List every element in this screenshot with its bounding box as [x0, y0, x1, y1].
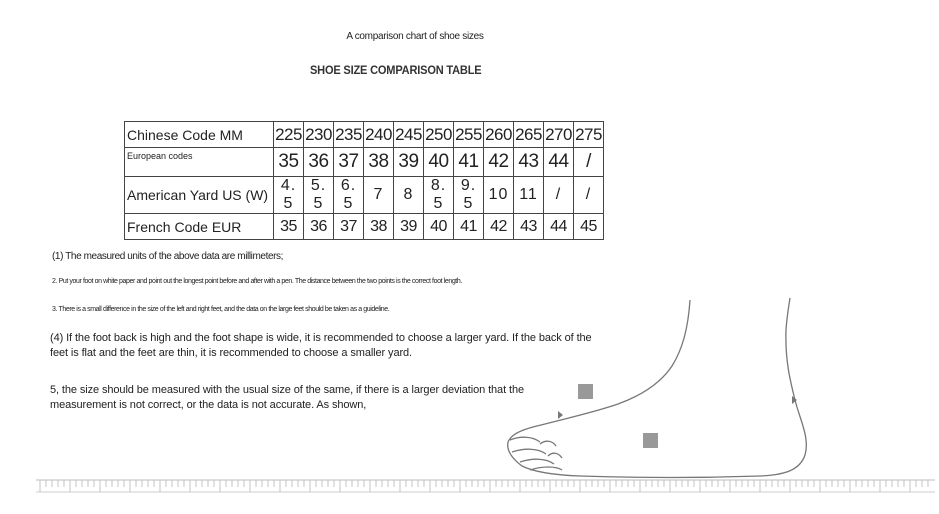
table-cell: 38 — [364, 214, 394, 240]
row-label: French Code EUR — [125, 214, 274, 240]
table-cell: 37 — [334, 148, 364, 177]
table-cell: / — [574, 148, 604, 177]
foot-outline-icon — [508, 298, 807, 478]
table-cell: 41 — [454, 214, 484, 240]
row-label: American Yard US (W) — [125, 177, 274, 214]
marker-square — [578, 384, 593, 399]
table-cell: 225 — [274, 122, 304, 148]
table-cell: 37 — [334, 214, 364, 240]
table-cell: 270 — [544, 122, 574, 148]
table-cell: 230 — [304, 122, 334, 148]
table-cell: 240 — [364, 122, 394, 148]
table-cell: 42 — [484, 214, 514, 240]
note-1: (1) The measured units of the above data are millimeters; — [52, 251, 284, 262]
table-cell: 9. 5 — [454, 177, 484, 214]
table-cell: 10 — [484, 177, 514, 214]
table-cell: / — [574, 177, 604, 214]
note-4: (4) If the foot back is high and the foot shape is wide, it is recommended to choose a larger yard. If the back of the feet is flat and the feet are thin, it is recommended to choose a smaller yard. — [50, 332, 592, 359]
table-cell: 255 — [454, 122, 484, 148]
note-5: 5, the size should be measured with the usual size of the same, if there is a larger deviation that the measurement is not correct, or the data is not accurate. As shown, — [50, 384, 524, 411]
table-cell: 260 — [484, 122, 514, 148]
table-cell: 275 — [574, 122, 604, 148]
table-cell: / — [544, 177, 574, 214]
table-cell: 7 — [364, 177, 394, 214]
table-cell: 8 — [394, 177, 424, 214]
table-cell: 43 — [514, 148, 544, 177]
table-cell: 41 — [454, 148, 484, 177]
table-cell: 250 — [424, 122, 454, 148]
table-cell: 39 — [394, 214, 424, 240]
table-cell: 44 — [544, 214, 574, 240]
table-heading: SHOE SIZE COMPARISON TABLE — [310, 63, 482, 77]
marker-square — [643, 433, 658, 448]
table-cell: 35 — [274, 148, 304, 177]
note-2: 2. Put your foot on white paper and point out the longest point before and after with a pen. The distance between the two points is the correct foot length. — [52, 278, 462, 285]
table-cell: 5. 5 — [304, 177, 334, 214]
table-cell: 40 — [424, 148, 454, 177]
table-cell: 43 — [514, 214, 544, 240]
table-cell: 45 — [574, 214, 604, 240]
note-3: 3. There is a small difference in the size of the left and right feet, and the data on the large feet should be taken as a guideline. — [52, 306, 390, 313]
table-cell: 4. 5 — [274, 177, 304, 214]
row-label: Chinese Code MM — [125, 122, 274, 148]
table-cell: 265 — [514, 122, 544, 148]
ruler-icon — [36, 480, 935, 492]
table-cell: 36 — [304, 148, 334, 177]
chart-caption: A comparison chart of shoe sizes — [346, 31, 484, 42]
table-cell: 245 — [394, 122, 424, 148]
table-cell: 44 — [544, 148, 574, 177]
table-cell: 42 — [484, 148, 514, 177]
table-cell: 40 — [424, 214, 454, 240]
table-cell: 6. 5 — [334, 177, 364, 214]
arrow-left-icon — [558, 411, 563, 419]
table-cell: 8. 5 — [424, 177, 454, 214]
table-cell: 36 — [304, 214, 334, 240]
table-cell: 35 — [274, 214, 304, 240]
row-label: European codes — [125, 148, 274, 177]
table-cell: 38 — [364, 148, 394, 177]
table-cell: 235 — [334, 122, 364, 148]
table-cell: 11 — [514, 177, 544, 214]
table-cell: 39 — [394, 148, 424, 177]
